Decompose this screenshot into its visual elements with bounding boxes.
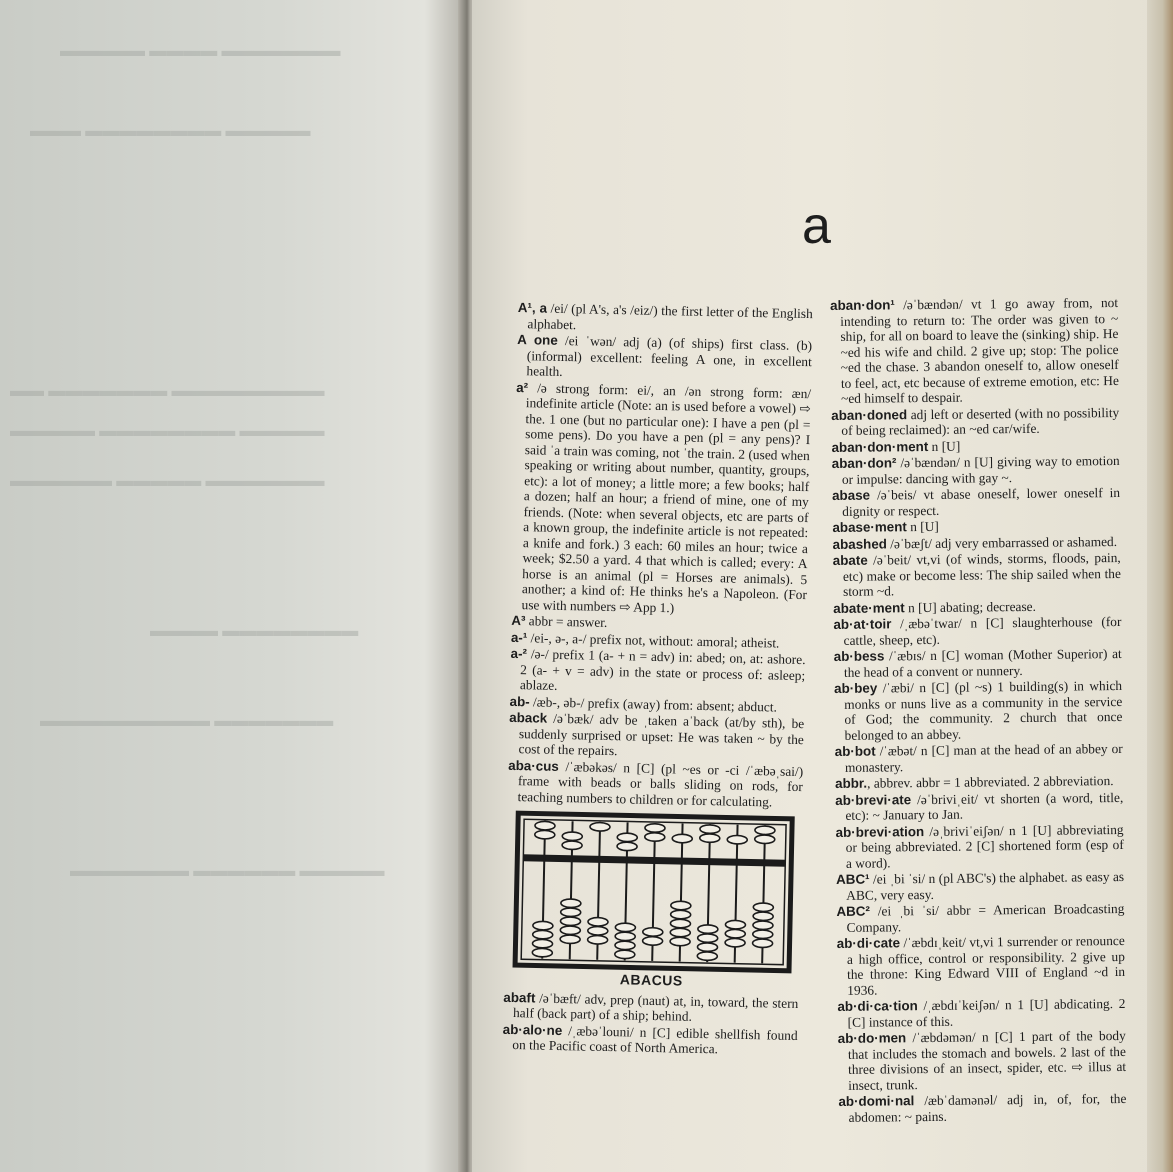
dictionary-entry: [511, 379, 811, 618]
abacus-bead: [725, 938, 745, 947]
dictionary-entry: [835, 789, 1123, 823]
dictionary-entry: [830, 295, 1119, 407]
entry-headword: ABC¹: [836, 871, 870, 887]
abacus-bead: [588, 935, 608, 944]
entry-list: [507, 300, 812, 810]
abacus-bead: [643, 928, 663, 937]
entry-definition: /ei ˌbi ˈsi/ n (pl ABC's) the alphabet. as easy as ABC, very easy.: [846, 868, 1125, 903]
abacus-bead: [670, 928, 690, 937]
entry-headword: A one: [517, 331, 558, 348]
entry-headword: aban·don·ment: [831, 438, 929, 455]
abacus-bead: [617, 842, 637, 851]
entry-definition: /ei-, ə-, a-/ prefix not, without: amoral; atheist.: [527, 629, 780, 651]
entry-headword: abase·ment: [832, 519, 907, 535]
abacus-bead: [698, 934, 718, 943]
dictionary-entry: [832, 517, 1120, 536]
page-edge: [1147, 0, 1173, 1172]
abacus-bead: [535, 830, 555, 839]
abacus-bead: [532, 948, 552, 957]
entry-headword: a-¹: [510, 629, 528, 645]
entry-definition: /ei/ (pl A's, a's /eiz/) the first letter of the English alphabet.: [527, 300, 813, 332]
dictionary-entry: [516, 332, 812, 385]
entry-list: [830, 295, 1127, 1125]
entry-headword: ab·di·ca·tion: [837, 998, 918, 1014]
dictionary-entry: [834, 646, 1122, 680]
entry-headword: A¹, a: [517, 300, 548, 316]
entry-headword: ab·do·men: [837, 1030, 907, 1046]
abacus-drawing: [512, 810, 795, 974]
dictionary-entry: [836, 869, 1124, 903]
entry-headword: aba·cus: [508, 757, 560, 774]
abacus-bead: [698, 925, 718, 934]
abacus-bead: [645, 824, 665, 833]
dictionary-entry: [832, 453, 1120, 487]
bleed-through-text: ▬▬▬▬▬▬▬ ▬▬▬▬▬▬▬▬▬▬: [40, 711, 334, 730]
dictionary-entry: [831, 404, 1119, 438]
bleed-through-text: ▬▬▬▬▬ ▬▬▬▬▬▬ ▬▬▬▬▬▬▬: [70, 861, 385, 880]
abacus-bead: [645, 833, 665, 842]
abacus-bead: [670, 919, 690, 928]
dictionary-entry: [837, 933, 1126, 998]
abacus-bead: [670, 937, 690, 946]
entry-headword: ab·bot: [834, 743, 876, 759]
entry-headword: aback: [509, 709, 548, 726]
entry-definition: /əˈbændən/ n [U] giving way to emotion or impulse: dancing with gay ~.: [841, 452, 1120, 487]
entry-headword: aban·don²: [831, 455, 897, 471]
abacus-bead: [617, 833, 637, 842]
abacus-bead: [755, 826, 775, 835]
entry-definition: , abbrev. abbr = 1 abbreviated. 2 abbreviation.: [867, 773, 1114, 791]
entry-definition: /ˈæbɪs/ n [C] woman (Mother Superior) at the head of a convent or nunnery.: [843, 645, 1122, 680]
abacus-bead: [752, 939, 772, 948]
abacus-bead: [615, 923, 635, 932]
column-left: [502, 300, 813, 1060]
abacus-bead: [643, 937, 663, 946]
abacus-bead: [562, 841, 582, 850]
abacus-bead: [753, 903, 773, 912]
abacus-bead: [753, 930, 773, 939]
entry-headword: abate: [832, 552, 868, 568]
dictionary-entry: [517, 300, 813, 337]
abacus-bead: [615, 950, 635, 959]
entry-definition: /əˈbeit/ vt,vi (of winds, storms, floods, pain, etc) make or become less: The ship sailed when the storm ~d.: [842, 549, 1121, 599]
entry-headword: a-²: [510, 645, 528, 662]
entry-definition: /əˈbæk/ adv be ˌtaken aˈback (at/by sth), be suddenly surprised or upset: He was taken ~ by the cost of the repairs.: [518, 710, 805, 759]
dictionary-entry: [831, 436, 1119, 455]
bleed-through-text: ▬▬▬▬▬▬▬▬▬ ▬▬▬▬▬▬▬ ▬▬: [10, 381, 325, 400]
dictionary-entry: [833, 550, 1121, 600]
abacus-bead: [561, 899, 581, 908]
bleed-through-text: ▬▬▬▬▬▬▬▬ ▬▬▬▬: [150, 621, 359, 640]
bleed-through-text: ▬▬▬▬▬▬▬ ▬▬▬▬ ▬▬▬▬▬: [60, 41, 341, 60]
dictionary-entry: [837, 996, 1125, 1030]
entry-definition: /ˌæbəˈtwar/ n [C] slaughterhouse (for cattle, sheep, etc).: [843, 613, 1122, 648]
right-page: [472, 0, 1173, 1172]
dictionary-entry: [503, 989, 799, 1026]
abacus-bead: [561, 908, 581, 917]
entry-headword: ab·domi·nal: [838, 1093, 915, 1109]
entry-headword: ab·bey: [834, 680, 878, 696]
entry-headword: ab-: [509, 693, 530, 709]
entry-definition: /æb-, əb-/ prefix (away) from: absent; abduct.: [529, 693, 778, 715]
entry-headword: A³: [511, 612, 526, 629]
dictionary-entry: [507, 757, 803, 810]
dictionary-entry: [508, 710, 804, 763]
left-page: [0, 0, 462, 1172]
bleed-through-text: ▬▬▬▬▬▬▬ ▬▬▬▬▬ ▬▬▬▬▬▬: [10, 471, 325, 490]
entry-headword: aban·doned: [831, 406, 908, 423]
entry-headword: abashed: [832, 535, 887, 552]
entry-definition: /əˌbriviˈeiʃən/ n 1 [U] abbreviating or being abbreviated. 2 [C] shortened form (esp of a word).: [845, 821, 1124, 871]
abacus-bead: [533, 930, 553, 939]
abacus-bead: [697, 943, 717, 952]
abacus-bead: [560, 935, 580, 944]
entry-definition: /ˈæbət/ n [C] man at the head of an abbey or monastery.: [844, 740, 1123, 775]
abacus-bead: [755, 835, 775, 844]
dictionary-entry: [833, 614, 1121, 648]
abacus-bead: [672, 834, 692, 843]
dictionary-entry: [832, 485, 1120, 519]
dictionary-entry: [832, 533, 1120, 552]
dictionary-entry: [836, 901, 1124, 935]
dictionary-entry: [834, 678, 1123, 743]
dictionary-entry: [502, 1021, 798, 1058]
entry-definition: /ˈæbdəmən/ n [C] 1 part of the body that includes the stomach and bowels. 2 last of the three divisions of an insect, spider, etc. ⇨ illus at insect, trunk.: [847, 1027, 1127, 1093]
entry-definition: n [U]: [906, 518, 939, 535]
entry-definition: /ˈæbi/ n [C] (pl ~s) 1 building(s) in which monks or nuns live as a community in the service of God; the community. 2 church that once belonged to an abbey.: [844, 677, 1123, 743]
dictionary-entry: [510, 646, 806, 699]
bleed-through-text: ▬▬▬▬▬ ▬▬▬▬▬▬▬▬ ▬▬▬: [30, 121, 311, 140]
abacus-bead: [533, 921, 553, 930]
entry-headword: ab·brevi·ate: [835, 791, 912, 808]
entry-definition: /ˈæbəkəs/ n [C] (pl ~es or -ci /ˈæbəˌsai/) frame with beads or balls sliding on rods, for teaching numbers to children or for calculating.: [517, 758, 804, 809]
abacus-bead: [753, 912, 773, 921]
entry-definition: /ˈæbdɪˌkeit/ vt,vi 1 surrender or renounce a high office, control or responsibility. 2 give up the throne: King Edward VIII of England ~d in 1936.: [846, 932, 1126, 998]
column-right: [830, 295, 1127, 1126]
entry-headword: abaft: [503, 989, 536, 1006]
entry-headword: a²: [516, 379, 529, 395]
entry-headword: ab·at·toir: [833, 616, 892, 632]
abacus-bead: [560, 917, 580, 926]
abacus-bead: [671, 910, 691, 919]
entry-headword: abate·ment: [833, 599, 905, 616]
abacus-bead: [753, 921, 773, 930]
abacus-bead: [535, 821, 555, 830]
abacus-bead: [615, 941, 635, 950]
entry-headword: abbr.: [835, 775, 868, 791]
entry-definition: abbr = answer.: [525, 613, 608, 630]
abacus-bead: [590, 822, 610, 831]
entry-definition: /ˌæbdɪˈkeiʃən/ n 1 [U] abdicating. 2 [C] instance of this.: [847, 995, 1126, 1030]
dictionary-entry: [835, 773, 1123, 792]
abacus-bead: [532, 939, 552, 948]
entry-definition: /əˈbæʃt/ adj very embarrassed or ashamed.: [886, 533, 1118, 551]
entry-headword: ab·brevi·ation: [835, 823, 925, 840]
entry-headword: ab·alo·ne: [502, 1021, 563, 1038]
entry-definition: /ə-/ prefix 1 (a- + n = adv) in: abed; on, at: ashore. 2 (a- + v = adv) in the state or process of: asleep; ablaze.: [519, 646, 806, 693]
entry-definition: /ˌæbəˈlouni/ n [C] edible shellfish found on the Pacific coast of North America.: [512, 1022, 798, 1057]
bleed-through-text: ▬▬▬▬▬ ▬▬▬▬▬▬▬▬ ▬▬▬▬▬: [10, 421, 325, 440]
abacus-bead: [588, 917, 608, 926]
entry-list-continued: [502, 989, 798, 1058]
abacus-bead: [671, 901, 691, 910]
abacus-bead: [725, 929, 745, 938]
entry-headword: aban·don¹: [830, 297, 895, 313]
entry-definition: /ei ˌbi ˈsi/ abbr = American Broadcasting Company.: [846, 900, 1125, 935]
abacus-bead: [562, 832, 582, 841]
entry-definition: /əˈbændən/ vt 1 go away from, not intending to return to: The order was given to ~ ship, for all on board to leave the (sinking) ship. He ~ed his wife and child. 2 give up; stop: The police ~ed the chase. 3 abandon oneself to, allow oneself to feel, act, etc because of extreme emotion, etc: He ~ed himself to despair.: [840, 294, 1119, 406]
entry-definition: n [U] abating; decrease.: [904, 598, 1037, 615]
entry-headword: abase: [831, 487, 871, 503]
abacus-caption: ABACUS: [619, 971, 683, 989]
abacus-bead: [700, 834, 720, 843]
entry-headword: ab·bess: [833, 648, 885, 664]
abacus-bead: [588, 926, 608, 935]
entry-definition: /æbˈdamənəl/ adj in, of, for, the abdomen: ~ pains.: [848, 1090, 1127, 1125]
entry-definition: /əˈbæft/ adv, prep (naut) at, in, toward, the stern half (back part) of a ship; behind.: [512, 990, 799, 1024]
entry-definition: /əˈbeis/ vt abase oneself, lower oneself in dignity or respect.: [842, 484, 1121, 519]
entry-definition: /əˈbriviˌeit/ vt shorten (a word, title, etc): ~ January to Jan.: [845, 789, 1124, 823]
abacus-bead: [727, 835, 747, 844]
entry-headword: ABC²: [836, 903, 870, 919]
dictionary-entry: [838, 1028, 1127, 1093]
dictionary-entry: [833, 597, 1121, 616]
abacus-bead: [615, 932, 635, 941]
entry-headword: ab·di·cate: [836, 935, 901, 951]
dictionary-entry: [838, 1091, 1126, 1125]
entry-definition: /ə strong form: ei/, an /ən strong form: æn/ indefinite article (Note: an is used before a vowel) ⇨ the. 1 one (but no particular one): I have a pen (pl = some pens). Do you have a pen (pl = any pens)? I said ˈa train was coming, not ˈthe train. 2 (used when speaking or writing about number, quantity, groups, etc): a lot of money; a little more; a few books; half a dozen; half an hour; a friend of mine, one of my friends. (Note: when several objects, etc are parts of a known group, the indefinite article is not repeated: a knife and fork.) 3 each: 60 miles an hour; twice a week; $2.50 a yard. 4 that which is called; every: A horse is an animal (pl = Horses are animals). 5 another; a kind of: He thinks he's a Napoleon. (For use with numbers ⇨ App 1.): [521, 379, 812, 615]
abacus-illustration: [512, 810, 795, 974]
entry-definition: /ei ˈwən/ adj (a) (of ships) first class. (b) (informal) excellent: feeling A one, in excellent health.: [526, 332, 813, 379]
entry-definition: n [U]: [928, 438, 961, 454]
abacus-bead: [697, 952, 717, 961]
dictionary-entry: [835, 741, 1123, 775]
abacus-bead: [725, 920, 745, 929]
section-letter: a: [802, 197, 831, 255]
dictionary-entry: [836, 821, 1124, 871]
entry-definition: adj left or deserted (with no possibility of being reclaimed): an ~ed car/wife.: [841, 404, 1120, 438]
abacus-bead: [560, 926, 580, 935]
abacus-bead: [700, 825, 720, 834]
